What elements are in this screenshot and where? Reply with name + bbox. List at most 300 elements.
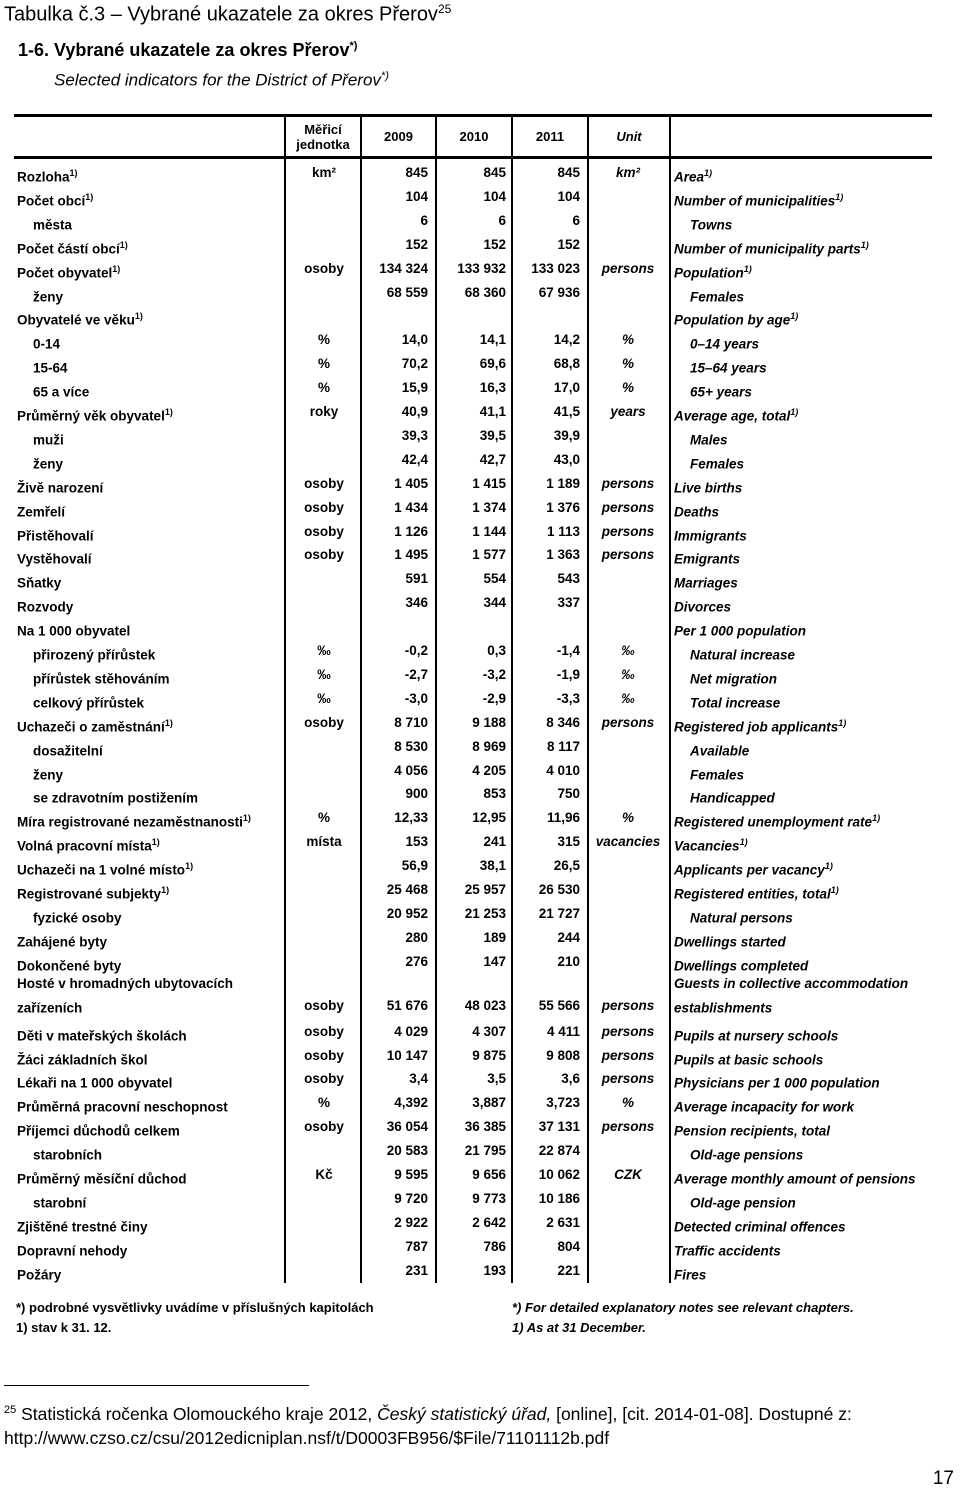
row-label-cz: Na 1 000 obyvatel: [17, 623, 131, 639]
row-unit-en: [590, 782, 666, 806]
table-row: [14, 950, 932, 974]
value-2009: 10 147: [386, 1047, 428, 1063]
value-2011: 21 727: [538, 905, 580, 921]
value-2009: 276: [405, 953, 428, 969]
value-2011: 55 566: [538, 997, 580, 1013]
row-unit-en: persons: [601, 714, 655, 730]
value-2011: 8 117: [546, 738, 580, 754]
row-label-en: Pupils at basic schools: [674, 1052, 824, 1067]
row-unit-en: %: [621, 810, 634, 826]
value-2010: 3,887: [472, 1095, 506, 1111]
table-row: [14, 806, 932, 830]
row-label-en: Emigrants: [674, 551, 741, 567]
row-label-en: Dwellings completed: [674, 958, 809, 974]
table-row: [14, 663, 932, 687]
table-row: [14, 1115, 932, 1139]
row-unit-cz: [286, 209, 362, 233]
row-label-cz: Průměrná pracovní neschopnost: [17, 1099, 228, 1115]
table-header-rule: [14, 156, 932, 159]
value-2009: 25 468: [386, 882, 428, 897]
table-row: [14, 257, 932, 281]
row-label-en: Natural increase: [690, 647, 796, 663]
row-label-en: Towns: [690, 217, 733, 233]
row-unit-cz: [286, 1259, 362, 1283]
value-2011: 750: [557, 786, 580, 802]
heading-footnote-ref: 25: [437, 2, 452, 16]
value-2010: 16,3: [479, 380, 506, 396]
row-unit-en: vacancies: [595, 834, 661, 850]
row-label-cz: 0-14: [33, 336, 61, 352]
row-label-en: Pension recipients, total: [674, 1123, 831, 1139]
row-unit-en: %: [621, 380, 634, 396]
row-label-cz: Dokončené byty: [17, 958, 122, 974]
row-label-cz: Míra registrované nezaměstnanosti$^{1)}$: [17, 813, 251, 830]
row-label-en: 15–64 years: [690, 360, 767, 376]
value-2011: 22 874: [538, 1143, 580, 1159]
value-2011: 3,723: [546, 1095, 580, 1111]
row-label-cz: Průměrný věk obyvatel$^{1)}$: [17, 407, 173, 424]
value-2009: 591: [405, 571, 428, 587]
value-2010: 554: [483, 571, 506, 587]
row-unit-en: [590, 878, 666, 902]
row-label-en: Physicians per 1 000 population: [674, 1075, 880, 1091]
row-unit-en: ‰: [621, 643, 635, 658]
value-2011: 315: [557, 834, 580, 850]
row-unit-cz: [286, 185, 362, 209]
row-label-en: Natural persons: [690, 910, 793, 926]
row-label-cz: Požáry: [17, 1267, 62, 1283]
row-label-cz: Rozloha$^{1)}$: [17, 168, 78, 185]
row-label-cz: Registrované subjekty$^{1)}$: [17, 885, 170, 902]
table-row: [14, 1187, 932, 1211]
row-unit-cz: %: [317, 356, 330, 372]
row-unit-cz: [286, 759, 362, 783]
row-label-cz: Živě narození: [17, 480, 104, 496]
row-unit-en: years: [610, 404, 646, 419]
row-label-cz: Zemřelí: [17, 504, 66, 520]
page-number: 17: [932, 1468, 954, 1489]
row-label-en: Population by age$^{1)}$: [674, 311, 799, 328]
value-2009: -2,7: [404, 666, 428, 682]
row-label-cz: Zjištěné trestné činy: [17, 1219, 148, 1235]
row-label-cz: starobní: [33, 1195, 87, 1211]
row-label-en: Deaths: [674, 504, 720, 520]
value-2010: 39,5: [479, 427, 506, 443]
row-label-cz: Volná pracovní místa$^{1)}$: [17, 837, 160, 854]
row-unit-cz: osoby: [304, 714, 344, 730]
row-unit-cz: [286, 1211, 362, 1235]
row-unit-en: [590, 615, 666, 639]
value-2010: 68 360: [464, 284, 506, 300]
value-2009: 8 710: [394, 714, 428, 730]
value-2009: 152: [405, 236, 428, 252]
value-2009: [366, 615, 428, 639]
table-row: [14, 1139, 932, 1163]
row-unit-cz: [286, 281, 362, 305]
value-2011: 43,0: [553, 451, 580, 467]
value-2011: -1,9: [556, 666, 580, 682]
source-footnote: $^{25}$ Statistická ročenka Olomouckého kraje 2012, Český statistický úřad, [online], [cit. 2014-01-08]. Dostupné z: http://www.czso.cz/csu/2012edicniplan.nsf/t/D0003FB956/$File/71101112b.pdf: [4, 1403, 852, 1448]
value-2011: 845: [557, 165, 580, 180]
row-unit-en: [590, 926, 666, 950]
table-row: [14, 185, 932, 209]
value-2010: 152: [483, 236, 506, 252]
value-2010: 9 188: [472, 714, 506, 730]
row-label-en: Registered job applicants$^{1)}$: [674, 717, 847, 735]
row-label-en: Applicants per vacancy$^{1)}$: [674, 861, 833, 878]
row-unit-cz: [286, 950, 362, 974]
value-2011: 1 189: [546, 475, 580, 491]
row-unit-cz: [286, 615, 362, 639]
value-2010: 2 642: [472, 1214, 506, 1230]
value-2009: 36 054: [386, 1119, 428, 1135]
value-2011: 133 023: [531, 260, 580, 276]
value-2010: 4 205: [472, 762, 506, 778]
row-label-cz: ženy: [33, 767, 64, 782]
row-unit-cz: Kč: [315, 1167, 333, 1182]
table-subtitle: Selected indicators for the District of Přerov*): [54, 70, 389, 90]
value-2011: 3,6: [561, 1071, 580, 1087]
table-row: [14, 1259, 932, 1283]
table-row: [14, 472, 932, 496]
table-row: [14, 759, 932, 783]
table-row: [14, 878, 932, 902]
table-row: [14, 687, 932, 711]
row-unit-en: persons: [601, 260, 655, 276]
value-2010: 104: [483, 188, 506, 204]
table-row: [14, 1211, 932, 1235]
value-2011: 210: [557, 953, 580, 969]
value-2010: 9 656: [472, 1167, 506, 1182]
row-unit-en: %: [621, 1095, 634, 1111]
value-2011: 41,5: [553, 404, 580, 419]
value-2009: 15,9: [401, 380, 428, 396]
row-label-en: Average incapacity for work: [674, 1099, 855, 1115]
row-unit-cz: %: [317, 1095, 330, 1111]
table-row: [14, 711, 932, 735]
row-unit-en: ‰: [621, 666, 635, 682]
value-2009: 20 583: [386, 1143, 428, 1159]
row-label-cz: Lékaři na 1 000 obyvatel: [17, 1075, 173, 1091]
row-unit-en: [590, 854, 666, 878]
value-2011: 68,8: [553, 356, 580, 372]
footnote-en-2: 1) As at 31 December.: [512, 1320, 646, 1335]
table-row: [14, 233, 932, 257]
value-2011: 9 808: [546, 1047, 580, 1063]
value-2010: 21 795: [464, 1143, 506, 1159]
row-unit-cz: osoby: [304, 260, 344, 276]
table-row: [14, 352, 932, 376]
row-unit-cz: [286, 448, 362, 472]
table-row: [14, 902, 932, 926]
value-2010: 845: [483, 165, 506, 180]
row-label-cz: Sňatky: [17, 575, 62, 591]
row-label-en: Available: [690, 743, 750, 759]
footnote-en-1: *) For detailed explanatory notes see relevant chapters.: [512, 1300, 854, 1315]
table-row: [14, 639, 932, 663]
value-2011: 6: [572, 212, 580, 228]
value-2011: 14,2: [553, 332, 580, 348]
row-label-cz: Žáci základních škol: [17, 1052, 148, 1067]
row-unit-cz: [286, 591, 362, 615]
row-label-cz: Dopravní nehody: [17, 1243, 128, 1259]
value-2010: 344: [483, 595, 506, 611]
table-row: [14, 376, 932, 400]
header-year-2009: 2009: [384, 129, 413, 144]
header-unit-en: Unit: [616, 129, 642, 144]
value-2010: 147: [483, 953, 506, 969]
row-unit-cz: roky: [309, 404, 339, 419]
table-row: [14, 1044, 932, 1068]
value-2009: 900: [405, 786, 428, 802]
value-2009: 6: [420, 212, 428, 228]
value-2011: 26 530: [538, 882, 580, 897]
row-label-en: Marriages: [674, 575, 738, 591]
value-2011: 10 062: [538, 1167, 580, 1182]
row-unit-en: [590, 448, 666, 472]
value-2010: 786: [483, 1238, 506, 1254]
row-unit-en: [590, 1235, 666, 1259]
value-2010: 69,6: [479, 356, 506, 372]
value-2011: 221: [557, 1262, 580, 1278]
value-2010: 1 415: [472, 475, 506, 491]
value-2009: 8 530: [394, 738, 428, 754]
row-label-en: Females: [690, 456, 745, 472]
value-2010: 36 385: [464, 1119, 506, 1135]
row-label-cz: Počet obyvatel$^{1)}$: [17, 263, 121, 281]
table-row: [14, 304, 932, 328]
value-2011: 4 010: [546, 762, 580, 778]
row-label-en: 0–14 years: [690, 336, 760, 352]
value-2010: 41,1: [479, 404, 506, 419]
row-label-en: Area$^{1)}$: [674, 168, 713, 185]
value-2010: 1 144: [472, 523, 506, 539]
value-2009: 346: [405, 595, 428, 611]
row-unit-en: persons: [601, 475, 655, 491]
value-2011: [520, 615, 580, 639]
value-2009: 56,9: [401, 858, 428, 874]
row-unit-cz: [286, 1235, 362, 1259]
row-label-cz: Příjemci důchodů celkem: [17, 1123, 180, 1139]
row-label-cz: starobních: [33, 1147, 103, 1163]
value-2009: 1 405: [394, 475, 428, 491]
row-label-en: Divorces: [674, 599, 732, 615]
row-unit-cz: osoby: [304, 499, 344, 515]
row-label-en: Total increase: [690, 695, 781, 711]
row-unit-en: [590, 281, 666, 305]
table-row: [14, 1091, 932, 1115]
value-2010: -3,2: [482, 666, 506, 682]
row-label-cz: Průměrný měsíční důchod: [17, 1171, 187, 1187]
row-unit-cz: osoby: [304, 547, 344, 563]
value-2010: 8 969: [472, 738, 506, 754]
row-unit-cz: [286, 1187, 362, 1211]
row-label-en: Fires: [674, 1267, 707, 1283]
value-2011: 804: [557, 1238, 580, 1254]
table-row: [14, 520, 932, 544]
row-label-cz: města: [33, 217, 73, 233]
value-2010: 193: [483, 1262, 506, 1278]
value-2009: 153: [405, 834, 428, 850]
row-unit-cz: %: [317, 332, 330, 348]
row-unit-cz: [286, 926, 362, 950]
row-label-en: Males: [690, 432, 728, 448]
value-2009: 20 952: [386, 905, 428, 921]
row-unit-en: [590, 950, 666, 974]
row-label-en: Population$^{1)}$: [674, 263, 752, 281]
value-2010: 21 253: [464, 905, 506, 921]
value-2009: 3,4: [409, 1071, 428, 1087]
value-2011: 104: [557, 188, 580, 204]
value-2009: 42,4: [401, 451, 428, 467]
row-unit-cz: %: [317, 380, 330, 396]
value-2011: 11,96: [546, 810, 580, 826]
value-2009: 51 676: [386, 997, 428, 1013]
value-2009: 280: [405, 929, 428, 945]
row-unit-cz: [286, 567, 362, 591]
table-row: [14, 615, 932, 639]
value-2011: -3,3: [556, 690, 580, 706]
value-2010: 1 374: [472, 499, 506, 515]
row-unit-en: [590, 304, 666, 328]
table-row: [14, 424, 932, 448]
row-unit-en: %: [621, 332, 634, 348]
row-unit-en: CZK: [614, 1167, 642, 1182]
row-unit-cz: [286, 902, 362, 926]
row-unit-en: persons: [601, 1119, 655, 1135]
row-unit-cz: ‰: [317, 666, 331, 682]
row-label-cz: ženy: [33, 456, 64, 472]
value-2010: 9 773: [472, 1190, 506, 1206]
value-2010: [444, 615, 506, 639]
value-2009: 1 434: [394, 499, 428, 515]
value-2009: 1 495: [394, 547, 428, 563]
row-label-cz: Počet obcí$^{1)}$: [17, 191, 94, 209]
row-unit-cz: [286, 304, 362, 328]
value-2011: 67 936: [538, 284, 580, 300]
row-label-en: Traffic accidents: [674, 1243, 781, 1259]
value-2010: 48 023: [464, 997, 506, 1013]
value-2009: 9 595: [394, 1167, 428, 1182]
row-unit-en: persons: [601, 1023, 655, 1039]
row-label-cz: dosažitelní: [33, 743, 103, 759]
row-label-cz: ženy: [33, 289, 64, 304]
value-2009: 68 559: [386, 284, 428, 300]
row-unit-cz: %: [317, 810, 330, 826]
table-row: [14, 543, 932, 567]
row-label-cz: Vystěhovalí: [17, 551, 92, 567]
row-label-en: Number of municipality parts$^{1)}$: [674, 239, 869, 257]
row-label-cz: Počet částí obcí$^{1)}$: [17, 239, 128, 257]
header-year-2010: 2010: [459, 129, 489, 144]
value-2009: 2 922: [394, 1214, 428, 1230]
value-2011: 1 363: [546, 547, 580, 563]
value-2010: -2,9: [482, 690, 506, 706]
row-unit-en: %: [621, 356, 634, 372]
table-row: [14, 1235, 932, 1259]
row-unit-cz: [286, 878, 362, 902]
value-2010: 38,1: [479, 858, 506, 874]
row-unit-en: [590, 591, 666, 615]
row-label-cz: Hosté v hromadných ubytovacích zařízeních: [17, 975, 234, 1016]
row-label-en: Guests in collective accommodation establishments: [674, 975, 909, 1016]
value-2011: 2 631: [546, 1214, 580, 1230]
value-2011: 1 376: [546, 499, 580, 515]
row-label-en: Detected criminal offences: [674, 1219, 846, 1235]
row-label-en: Females: [690, 289, 745, 304]
value-2009: 845: [405, 165, 428, 180]
table-row: [14, 448, 932, 472]
row-label-cz: Obyvatelé ve věku$^{1)}$: [17, 311, 143, 328]
row-label-cz: Uchazeči o zaměstnání$^{1)}$: [17, 717, 173, 735]
row-label-cz: Děti v mateřských školách: [17, 1028, 187, 1044]
value-2009: 40,9: [401, 404, 428, 419]
table-row: [14, 735, 932, 759]
value-2011: 10 186: [538, 1190, 580, 1206]
value-2011: 1 113: [546, 523, 580, 539]
value-2011: 26,5: [553, 858, 580, 874]
row-unit-cz: [286, 424, 362, 448]
value-2011: 244: [557, 929, 580, 945]
row-label-cz: se zdravotním postižením: [33, 790, 199, 806]
row-unit-cz: [286, 1139, 362, 1163]
row-unit-cz: ‰: [317, 690, 331, 706]
row-unit-en: persons: [601, 997, 655, 1013]
row-unit-en: [590, 185, 666, 209]
table-row: [14, 496, 932, 520]
value-2009: 104: [405, 188, 428, 204]
value-2011: 8 346: [546, 714, 580, 730]
value-2010: 3,5: [487, 1071, 506, 1087]
value-2009: 12,33: [394, 810, 428, 826]
table-row: [14, 1163, 932, 1187]
row-label-cz: Zahájené byty: [17, 934, 108, 950]
value-2010: 6: [498, 212, 506, 228]
row-unit-en: persons: [601, 1047, 655, 1063]
row-label-en: Per 1 000 population: [674, 623, 807, 639]
value-2009: 4 029: [394, 1023, 428, 1039]
value-2010: [444, 304, 506, 328]
value-2009: 14,0: [401, 332, 428, 348]
table-row: [14, 974, 932, 1018]
row-label-cz: přírůstek stěhováním: [33, 671, 170, 687]
row-label-en: Handicapped: [690, 790, 775, 806]
row-unit-en: persons: [601, 1071, 655, 1087]
row-unit-en: [590, 209, 666, 233]
table-row: [14, 782, 932, 806]
table-row: [14, 209, 932, 233]
row-label-en: Live births: [674, 480, 743, 496]
row-unit-en: ‰: [621, 690, 635, 706]
row-unit-cz: [286, 233, 362, 257]
value-2010: 4 307: [472, 1023, 506, 1039]
row-label-en: Old-age pension: [690, 1195, 796, 1211]
value-2009: 787: [405, 1238, 428, 1254]
row-unit-en: [590, 424, 666, 448]
table-row: [14, 830, 932, 854]
row-unit-en: persons: [601, 547, 655, 563]
row-unit-en: [590, 1139, 666, 1163]
value-2010: 133 932: [457, 260, 506, 276]
value-2009: 231: [405, 1262, 428, 1278]
row-unit-cz: osoby: [304, 1023, 344, 1039]
value-2009: 4 056: [394, 762, 428, 778]
value-2009: 39,3: [401, 427, 428, 443]
value-2009: 1 126: [394, 523, 428, 539]
row-unit-cz: [286, 782, 362, 806]
row-label-cz: muži: [33, 432, 64, 448]
table-row: [14, 1020, 932, 1044]
